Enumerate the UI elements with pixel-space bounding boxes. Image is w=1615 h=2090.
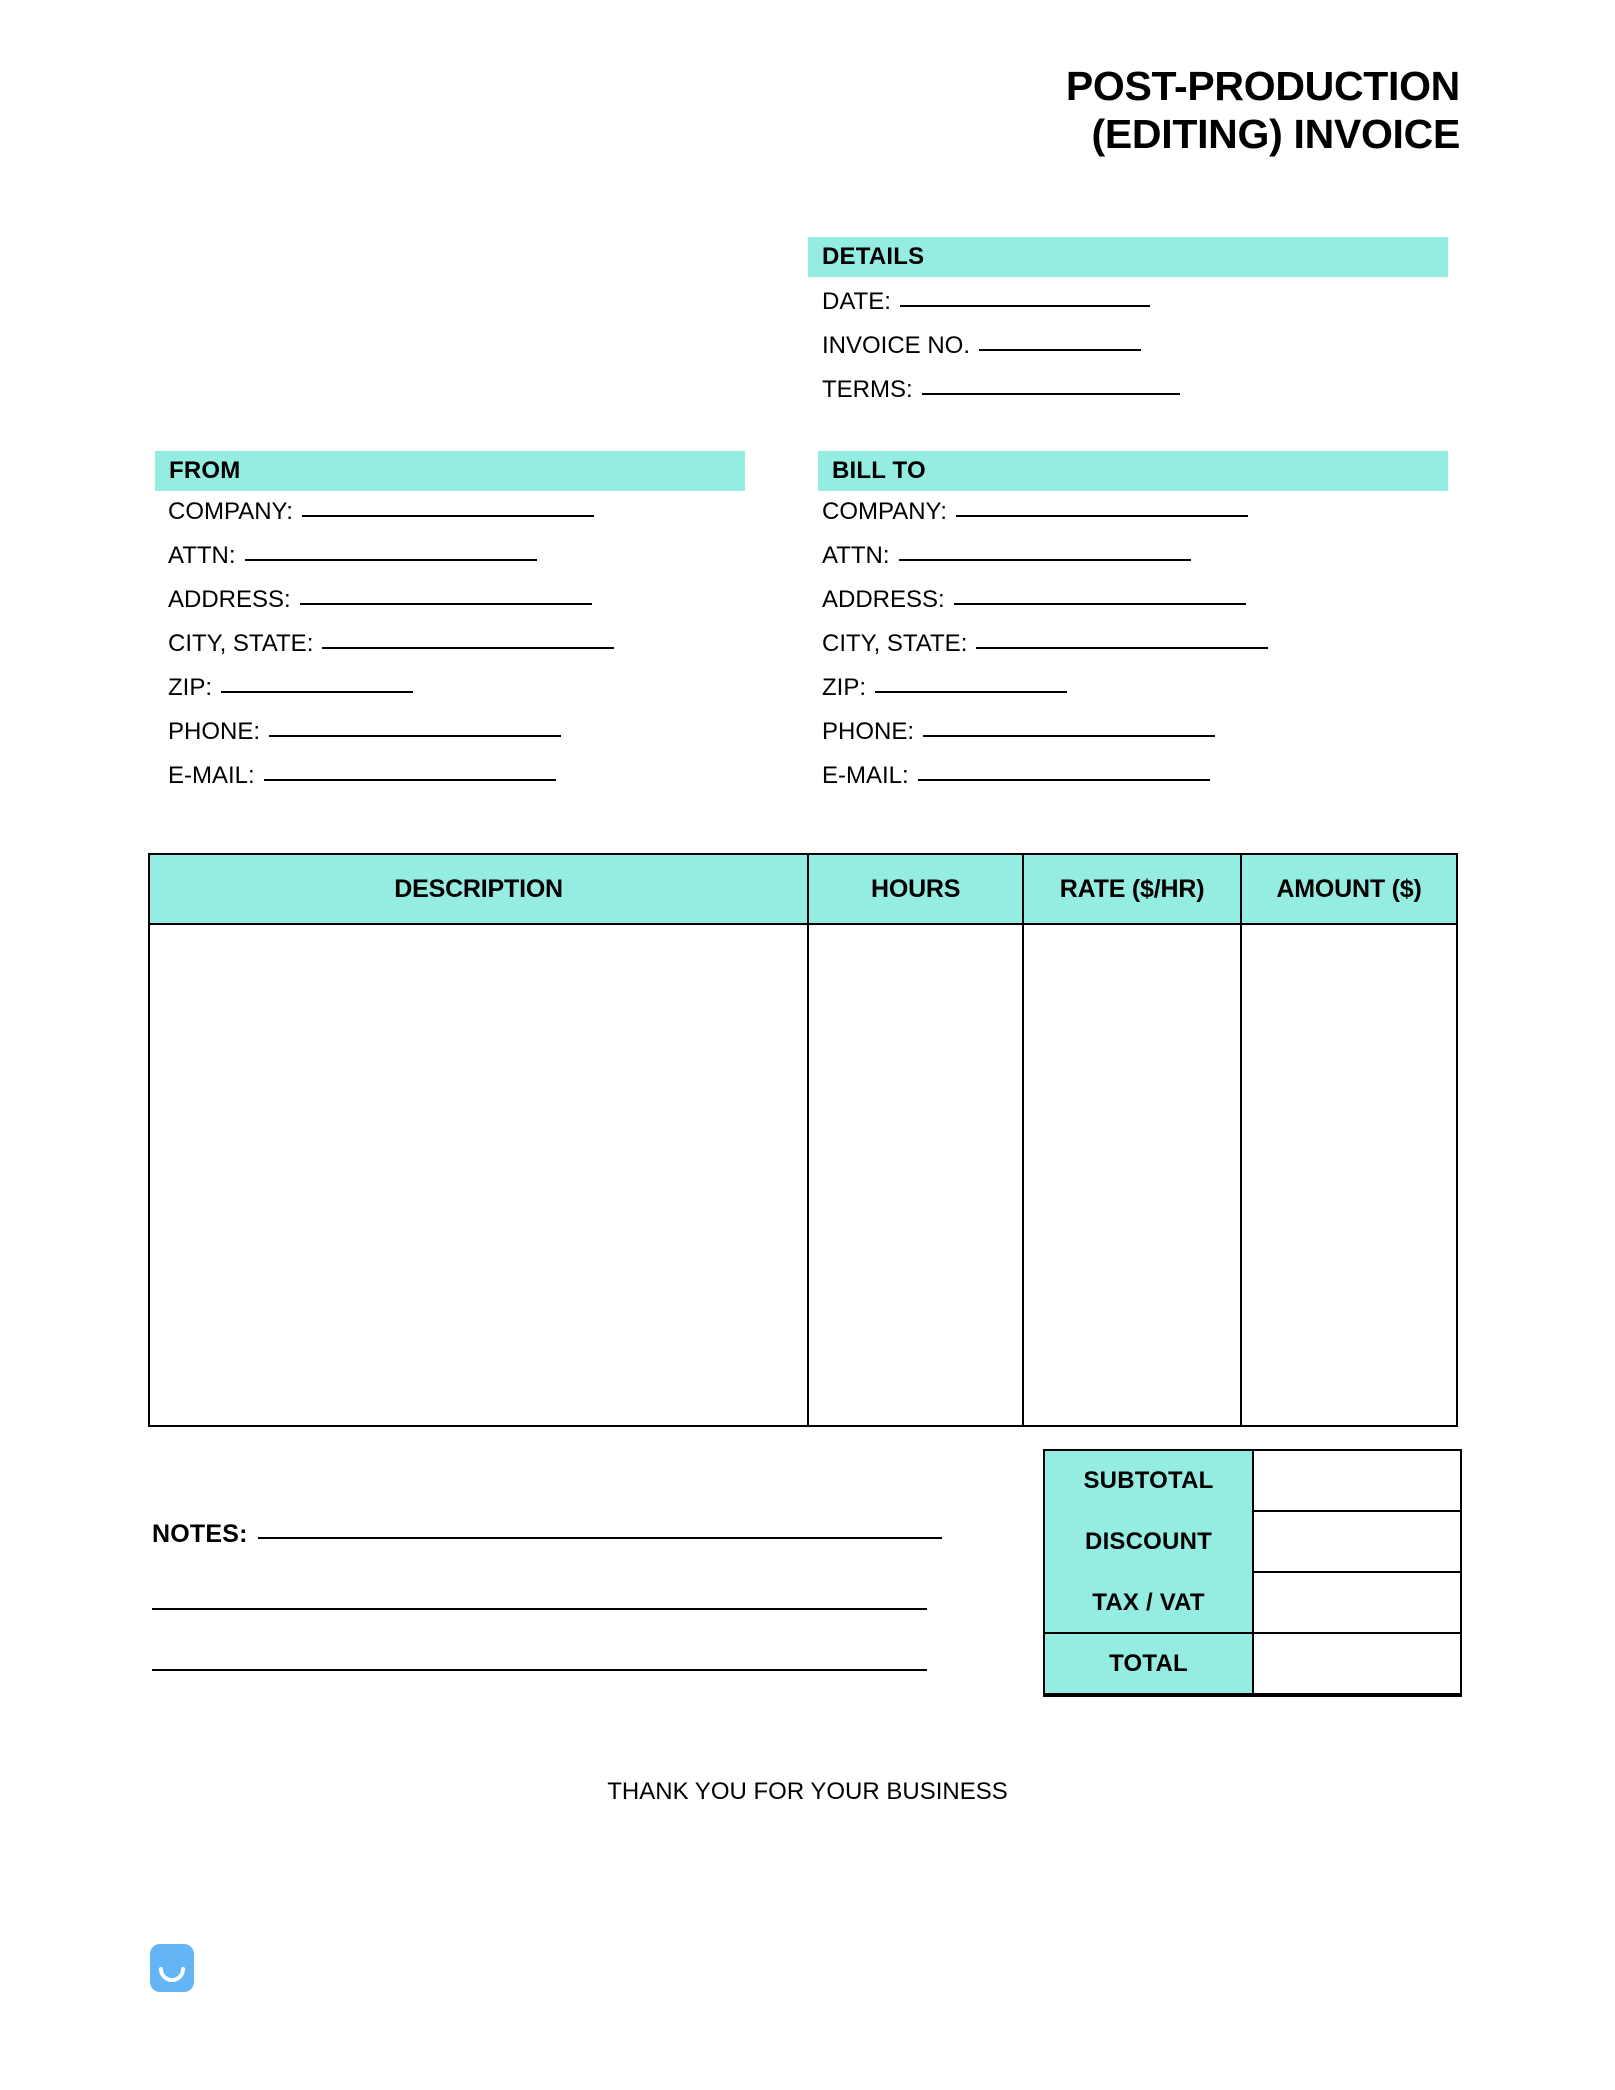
field-input-rule[interactable] — [302, 514, 594, 517]
title-line-2: (EDITING) INVOICE — [1091, 111, 1460, 158]
title-line-1: POST-PRODUCTION — [1065, 63, 1460, 109]
field-row — [822, 334, 1180, 378]
field-input-rule[interactable] — [923, 734, 1215, 737]
notes-rule-1[interactable] — [258, 1536, 942, 1539]
field-input-rule[interactable] — [899, 558, 1191, 561]
line-items-table — [148, 853, 1458, 1427]
totals-label: TOTAL — [1044, 1633, 1253, 1695]
notes-first-line — [152, 1520, 942, 1549]
totals-row — [1044, 1511, 1461, 1572]
cell-amount[interactable] — [1241, 924, 1457, 1426]
notes-rule-2[interactable] — [152, 1607, 927, 1610]
field-row — [168, 544, 614, 588]
field-input-rule[interactable] — [976, 646, 1268, 649]
field-row — [822, 500, 1268, 544]
footer-thank-you: THANK YOU FOR YOUR BUSINESS — [607, 1778, 1008, 1805]
field-label: ATTN: — [822, 542, 890, 569]
field-label: ZIP: — [822, 674, 867, 701]
field-row — [822, 290, 1180, 334]
field-label: CITY, STATE: — [822, 630, 968, 657]
line-items-header-row — [149, 854, 1457, 924]
totals-row — [1044, 1633, 1461, 1695]
field-row — [168, 632, 614, 676]
details-heading: DETAILS — [822, 243, 925, 270]
field-label: ADDRESS: — [822, 586, 945, 613]
field-row — [168, 588, 614, 632]
totals-row — [1044, 1450, 1461, 1511]
field-label: CITY, STATE: — [168, 630, 314, 657]
table-row — [149, 924, 1457, 1426]
field-input-rule[interactable] — [918, 778, 1210, 781]
field-row — [822, 632, 1268, 676]
field-label: ADDRESS: — [168, 586, 291, 613]
field-label: E-MAIL: — [822, 762, 909, 789]
details-section-header — [808, 237, 1448, 277]
page-title — [700, 62, 1460, 159]
totals-value[interactable] — [1253, 1511, 1461, 1572]
totals-label: TAX / VAT — [1044, 1572, 1253, 1633]
totals-value[interactable] — [1253, 1450, 1461, 1511]
field-row — [168, 500, 614, 544]
cell-description[interactable] — [149, 924, 808, 1426]
field-input-rule[interactable] — [875, 690, 1067, 693]
bill-to-section-header — [818, 451, 1448, 491]
field-row — [822, 378, 1180, 422]
column-header-amount: AMOUNT ($) — [1241, 854, 1457, 924]
field-input-rule[interactable] — [922, 392, 1180, 395]
field-label: ZIP: — [168, 674, 213, 701]
field-row — [168, 764, 614, 808]
notes-label: NOTES: — [152, 1520, 248, 1548]
field-row — [822, 544, 1268, 588]
totals-label: DISCOUNT — [1044, 1511, 1253, 1572]
field-row — [168, 720, 614, 764]
from-section-header — [155, 451, 745, 491]
field-row — [822, 676, 1268, 720]
totals-label: SUBTOTAL — [1044, 1450, 1253, 1511]
bill-to-fields — [822, 500, 1268, 808]
notes-section — [152, 1520, 942, 1671]
field-input-rule[interactable] — [245, 558, 537, 561]
column-header-description: DESCRIPTION — [149, 854, 808, 924]
field-label: ATTN: — [168, 542, 236, 569]
field-input-rule[interactable] — [264, 778, 556, 781]
bill-to-heading: BILL TO — [832, 457, 926, 484]
field-row — [822, 588, 1268, 632]
totals-table — [1043, 1449, 1462, 1697]
notes-rule-3[interactable] — [152, 1668, 927, 1671]
field-row — [822, 720, 1268, 764]
field-input-rule[interactable] — [954, 602, 1246, 605]
totals-value[interactable] — [1253, 1633, 1461, 1695]
field-label: INVOICE NO. — [822, 332, 971, 359]
field-label: PHONE: — [822, 718, 915, 745]
field-label: PHONE: — [168, 718, 261, 745]
field-input-rule[interactable] — [956, 514, 1248, 517]
from-heading: FROM — [169, 457, 241, 484]
field-label: COMPANY: — [822, 498, 947, 525]
totals-row — [1044, 1572, 1461, 1633]
field-row — [822, 764, 1268, 808]
field-input-rule[interactable] — [221, 690, 413, 693]
field-input-rule[interactable] — [900, 304, 1150, 307]
column-header-rate: RATE ($/HR) — [1023, 854, 1241, 924]
field-label: COMPANY: — [168, 498, 293, 525]
field-label: DATE: — [822, 288, 891, 315]
field-label: TERMS: — [822, 376, 913, 403]
field-input-rule[interactable] — [269, 734, 561, 737]
field-row — [168, 676, 614, 720]
field-input-rule[interactable] — [322, 646, 614, 649]
details-fields — [822, 290, 1180, 422]
field-label: E-MAIL: — [168, 762, 255, 789]
field-input-rule[interactable] — [300, 602, 592, 605]
field-input-rule[interactable] — [979, 348, 1141, 351]
column-header-hours: HOURS — [808, 854, 1023, 924]
totals-value[interactable] — [1253, 1572, 1461, 1633]
smile-logo-icon — [148, 1942, 196, 1996]
cell-rate[interactable] — [1023, 924, 1241, 1426]
cell-hours[interactable] — [808, 924, 1023, 1426]
from-fields — [168, 500, 614, 808]
